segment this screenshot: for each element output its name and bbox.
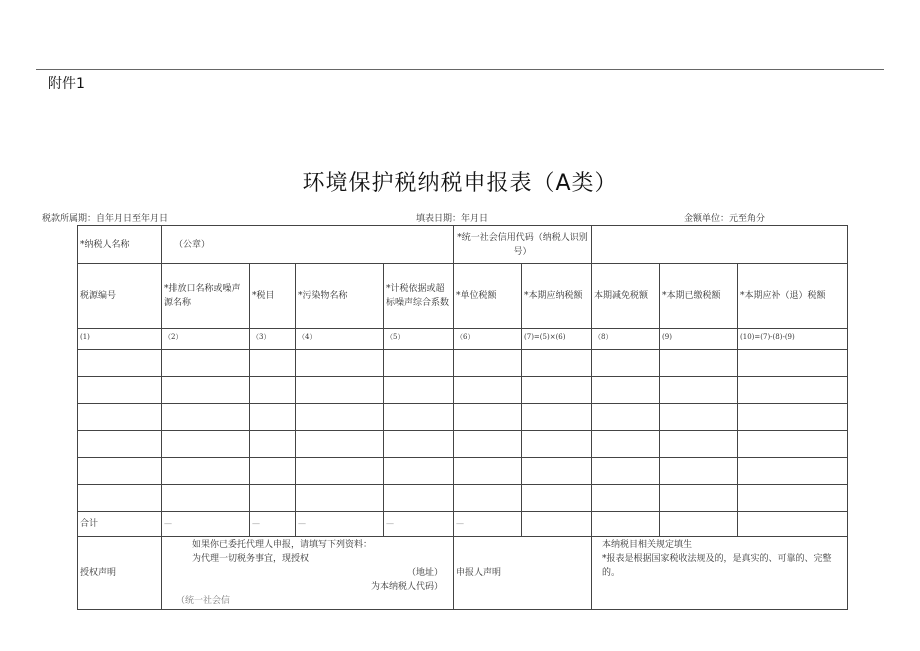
header-unit-tax: *单位税额: [454, 264, 522, 329]
header-source-no: 税源编号: [78, 264, 162, 329]
credit-code-field[interactable]: [592, 226, 848, 264]
taxpayer-name-field[interactable]: [162, 226, 454, 264]
total-dash: —: [454, 512, 522, 537]
index-cell: （6）: [454, 329, 522, 350]
input-cell[interactable]: [738, 485, 848, 512]
input-cell[interactable]: [592, 458, 660, 485]
input-cell[interactable]: [592, 485, 660, 512]
filer-statement: *报表是根据国家税收法规及的，是真实的、可靠的、完整的。: [602, 554, 832, 578]
input-cell[interactable]: [522, 431, 592, 458]
index-cell: (9): [660, 329, 738, 350]
taxpayer-name-label: *纳税人名称: [78, 226, 162, 264]
total-row: [78, 512, 848, 537]
input-cell[interactable]: [384, 377, 454, 404]
input-cell[interactable]: [250, 404, 296, 431]
input-cell[interactable]: [384, 458, 454, 485]
index-cell: （2）: [162, 329, 250, 350]
input-cell[interactable]: [522, 404, 592, 431]
index-cell: （4）: [296, 329, 384, 350]
index-cell: （3）: [250, 329, 296, 350]
input-cell[interactable]: [738, 377, 848, 404]
declaration-row: [78, 537, 848, 610]
input-cell[interactable]: [250, 350, 296, 377]
table-row: [78, 377, 848, 404]
attachment-label: 附件1: [48, 76, 85, 92]
input-cell[interactable]: [162, 431, 250, 458]
seal-note: （公章）: [174, 239, 211, 250]
input-cell[interactable]: [384, 485, 454, 512]
table-row: [78, 350, 848, 377]
auth-address: （地址）: [407, 568, 444, 578]
input-cell[interactable]: [738, 350, 848, 377]
input-cell[interactable]: [296, 458, 384, 485]
input-cell[interactable]: [454, 377, 522, 404]
table-row: [78, 485, 848, 512]
input-cell[interactable]: [250, 431, 296, 458]
input-cell[interactable]: [296, 377, 384, 404]
total-paid[interactable]: [660, 512, 738, 537]
fill-date: 填表日期：年月日: [416, 214, 489, 224]
input-cell[interactable]: [162, 404, 250, 431]
input-cell[interactable]: [454, 458, 522, 485]
input-cell[interactable]: [522, 458, 592, 485]
auth-content: [162, 537, 454, 610]
input-cell[interactable]: [660, 404, 738, 431]
input-cell[interactable]: [592, 377, 660, 404]
auth-body-2: 为本纳税人代码）: [371, 582, 444, 592]
input-cell[interactable]: [522, 377, 592, 404]
table-row: [78, 431, 848, 458]
input-cell[interactable]: [738, 458, 848, 485]
index-cell: （5）: [384, 329, 454, 350]
table-row: [78, 458, 848, 485]
input-cell[interactable]: [592, 350, 660, 377]
header-basis: *计税依据或超标噪声综合系数: [384, 264, 454, 329]
input-cell[interactable]: [78, 377, 162, 404]
input-cell[interactable]: [384, 431, 454, 458]
input-cell[interactable]: [454, 485, 522, 512]
tax-period: 税款所属期：自年月日至年月日: [42, 214, 169, 224]
input-cell[interactable]: [78, 404, 162, 431]
input-cell[interactable]: [660, 377, 738, 404]
header-reduction: 本期减免税额: [592, 264, 660, 329]
input-cell[interactable]: [78, 431, 162, 458]
total-dash: —: [250, 512, 296, 537]
input-cell[interactable]: [296, 404, 384, 431]
header-refund: *本期应补（退）税额: [738, 264, 848, 329]
header-tax-item: *税目: [250, 264, 296, 329]
input-cell[interactable]: [660, 431, 738, 458]
form-title: 环境保护税纳税申报表（A类）: [302, 171, 618, 196]
input-cell[interactable]: [78, 485, 162, 512]
input-cell[interactable]: [738, 404, 848, 431]
input-cell[interactable]: [592, 404, 660, 431]
header-outlet: *排放口名称或噪声源名称: [162, 264, 250, 329]
input-cell[interactable]: [384, 350, 454, 377]
input-cell[interactable]: [454, 404, 522, 431]
auth-label: 授权声明: [78, 537, 162, 610]
filer-content: [592, 537, 848, 610]
total-dash: —: [384, 512, 454, 537]
input-cell[interactable]: [162, 458, 250, 485]
header-paid: *本期已缴税额: [660, 264, 738, 329]
input-cell[interactable]: [296, 485, 384, 512]
filer-label: 申报人声明: [454, 537, 592, 610]
input-cell[interactable]: [162, 350, 250, 377]
input-cell[interactable]: [592, 431, 660, 458]
amount-unit: 金额单位：元至角分: [684, 214, 766, 224]
header-payable: *本期应纳税额: [522, 264, 592, 329]
index-cell: (10)=(7)-(8)-(9): [738, 329, 848, 350]
input-cell[interactable]: [162, 377, 250, 404]
input-cell[interactable]: [522, 350, 592, 377]
input-cell[interactable]: [250, 485, 296, 512]
tax-return-table: [77, 225, 848, 610]
index-cell: （8）: [592, 329, 660, 350]
input-cell[interactable]: [454, 350, 522, 377]
input-cell[interactable]: [522, 485, 592, 512]
input-cell[interactable]: [660, 485, 738, 512]
filer-left: 本纳税目相关规定填生: [602, 540, 693, 550]
input-cell[interactable]: [296, 350, 384, 377]
input-cell[interactable]: [738, 431, 848, 458]
auth-body-1: 为代理一切税务事宜，现授权: [192, 554, 310, 564]
index-cell: (7)=(5)×(6): [522, 329, 592, 350]
total-payable[interactable]: [522, 512, 592, 537]
total-dash: —: [162, 512, 250, 537]
total-reduction[interactable]: [592, 512, 660, 537]
input-cell[interactable]: [250, 458, 296, 485]
index-cell: (1): [78, 329, 162, 350]
input-cell[interactable]: [296, 431, 384, 458]
input-cell[interactable]: [162, 485, 250, 512]
credit-code-label: *统一社会信用代码（纳税人识别号）: [454, 226, 592, 264]
input-cell[interactable]: [660, 350, 738, 377]
auth-cut-text: （统一社会信: [176, 596, 231, 606]
auth-intro: 如果你已委托代理人申报，请填写下列资料：: [192, 540, 373, 550]
input-cell[interactable]: [250, 377, 296, 404]
total-label: 合计: [78, 512, 162, 537]
input-cell[interactable]: [454, 431, 522, 458]
header-pollutant: *污染物名称: [296, 264, 384, 329]
total-refund[interactable]: [738, 512, 848, 537]
input-cell[interactable]: [78, 350, 162, 377]
input-cell[interactable]: [384, 404, 454, 431]
total-dash: —: [296, 512, 384, 537]
table-row: [78, 404, 848, 431]
input-cell[interactable]: [660, 458, 738, 485]
input-cell[interactable]: [78, 458, 162, 485]
top-rule: [36, 69, 884, 70]
